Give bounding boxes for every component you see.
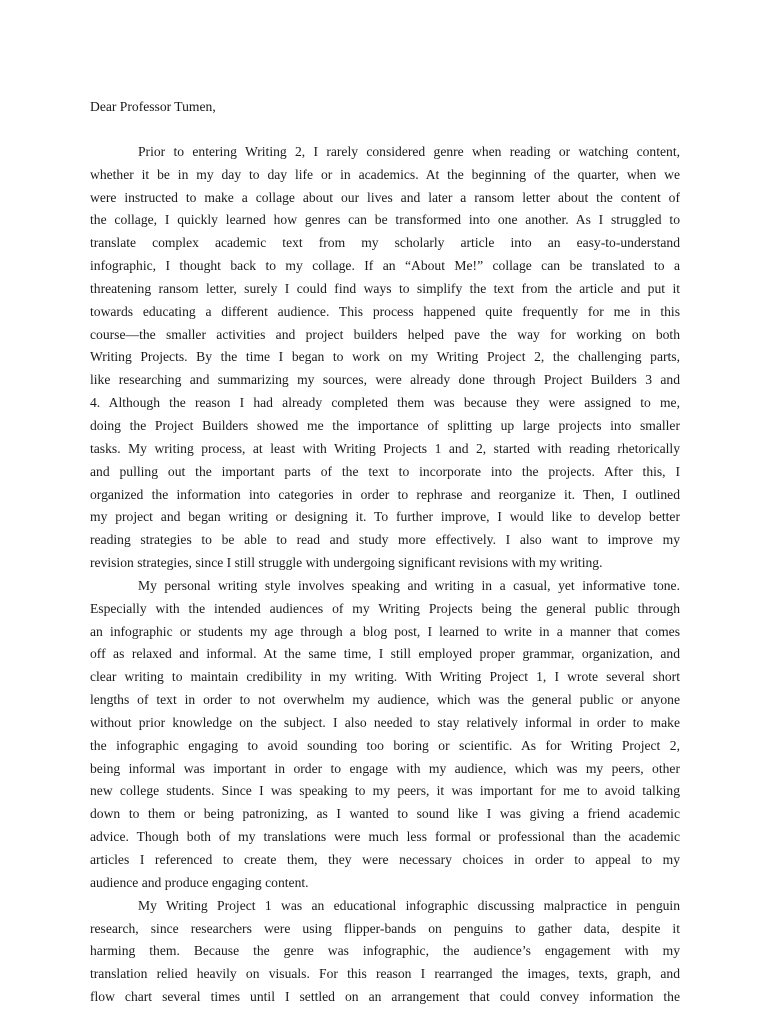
text-line: and pulling out the important parts of the text to incorporate into the projects. After this, I xyxy=(90,463,680,479)
text-line: whether it be in my day to day life or in academics. At the beginning of the quarter, when we xyxy=(90,166,680,182)
text-line: off as relaxed and informal. At the same time, I still employed proper grammar, organization, and xyxy=(90,646,680,662)
text-line: the collage, I quickly learned how genres can be transformed into one another. As I struggled to xyxy=(90,212,680,228)
text-line: being informal was important in order to engage with my audience, which was my peers, other xyxy=(90,760,680,776)
paragraph-first-line: Prior to entering Writing 2, I rarely considered genre when reading or watching content, xyxy=(138,143,680,159)
text-line: Writing Projects. By the time I began to work on my Writing Project 2, the challenging parts, xyxy=(90,349,680,365)
text-line: down to them or being patronizing, as I wanted to sound like I was giving a friend academic xyxy=(90,806,680,822)
text-line: Especially with the intended audiences of my Writing Projects being the general public through xyxy=(90,600,680,616)
text-line: reading strategies to be able to read and study more effectively. I also want to improve my xyxy=(90,532,680,548)
text-line: clear writing to maintain credibility in my writing. With Writing Project 1, I wrote several short xyxy=(90,669,680,685)
text-line: lengths of text in order to not overwhelm my audience, which was the general public or anyone xyxy=(90,692,680,708)
text-line: the infographic engaging to avoid sounding too boring or scientific. As for Writing Project 2, xyxy=(90,737,680,753)
text-line: an infographic or students my age through a blog post, I learned to write in a manner that comes xyxy=(90,623,680,639)
text-line: tasks. My writing process, at least with Writing Projects 1 and 2, started with reading rhetorically xyxy=(90,440,680,456)
text-line: 4. Although the reason I had already completed them was because they were assigned to me, xyxy=(90,395,680,411)
text-line: translate complex academic text from my scholarly article into an easy-to-understand xyxy=(90,235,680,251)
letter-body xyxy=(90,96,680,1009)
text-line: infographic, I thought back to my collage. If an “About Me!” collage can be translated to a xyxy=(90,258,680,274)
text-line: my project and began writing or designing it. To further improve, I would like to develop better xyxy=(90,509,680,525)
text-line: like researching and summarizing my sources, were already done through Project Builders 3 and xyxy=(90,372,680,388)
text-line: articles I referenced to create them, they were necessary choices in order to appeal to my xyxy=(90,852,680,867)
paragraph-first-line: My personal writing style involves speaking and writing in a casual, yet informative tone. xyxy=(138,577,680,593)
letter-lines xyxy=(90,141,680,1009)
text-line: doing the Project Builders showed me the importance of splitting up large projects into smaller xyxy=(90,417,680,433)
text-line: translation relied heavily on visuals. For this reason I rearranged the images, texts, graph, and xyxy=(90,966,680,982)
greeting: Dear Professor Tumen, xyxy=(90,99,216,114)
text-line: harming them. Because the genre was infographic, the audience’s engagement with my xyxy=(90,943,680,959)
text-line: flow chart several times until I settled on an arrangement that could convey information the xyxy=(90,989,680,1005)
text-line: advice. Though both of my translations were much less formal or professional than the academic xyxy=(90,829,680,845)
text-line: without prior knowledge on the subject. I also needed to stay relatively informal in order to make xyxy=(90,714,680,730)
paragraph-first-line: My Writing Project 1 was an educational infographic discussing malpractice in penguin xyxy=(138,897,680,913)
text-line: were instructed to make a collage about our lives and later a ransom letter about the content of xyxy=(90,189,680,205)
text-line: new college students. Since I was speaking to my peers, it was important for me to avoid talking xyxy=(90,783,680,799)
text-line: research, since researchers were using flipper-bands on penguins to gather data, despite it xyxy=(90,920,680,936)
text-line: threatening ransom letter, surely I could find ways to simplify the text from the article and put it xyxy=(90,280,680,296)
text-line: organized the information into categories in order to rephrase and reorganize it. Then, I outlined xyxy=(90,486,680,502)
text-line: towards educating a different audience. This process happened quite frequently for me in this xyxy=(90,303,680,319)
text-line: revision strategies, since I still struggle with undergoing significant revisions with my writing. xyxy=(90,555,603,571)
text-line: audience and produce engaging content. xyxy=(90,874,309,890)
text-line: course—the smaller activities and project builders helped pave the way for working on both xyxy=(90,326,680,342)
